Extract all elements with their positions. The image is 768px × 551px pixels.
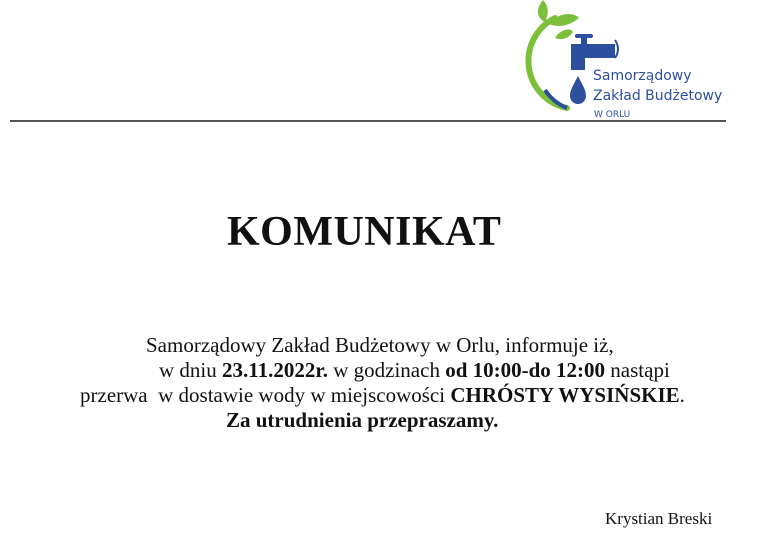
signature: Krystian Breski	[605, 509, 713, 528]
body-line-1: Samorządowy Zakład Budżetowy w Orlu, informuje iż,	[146, 333, 614, 357]
body-line-2	[159, 358, 670, 383]
outage-hours: od 10:00-do 12:00	[445, 358, 606, 382]
document-title: KOMUNIKAT	[227, 209, 502, 255]
text: w dniu	[159, 358, 222, 382]
header-divider	[10, 120, 726, 122]
body-line-3	[80, 383, 685, 408]
svg-text:Zakład Budżetowy: Zakład Budżetowy	[593, 88, 723, 104]
text: nastąpi	[605, 358, 670, 382]
text: .	[679, 383, 685, 407]
text: przerwa w dostawie wody w miejscowości	[80, 383, 451, 407]
outage-date: 23.11.2022r.	[222, 358, 328, 382]
outage-location: CHRÓSTY WYSIŃSKIE	[450, 383, 680, 407]
svg-text:Samorządowy: Samorządowy	[593, 68, 692, 84]
svg-text:W ORLU: W ORLU	[594, 110, 631, 120]
text: w godzinach	[327, 358, 446, 382]
apology-line: Za utrudnienia przepraszamy.	[226, 408, 499, 432]
organization-logo	[515, 0, 730, 120]
faucet-leaf-logo-icon	[515, 0, 730, 120]
